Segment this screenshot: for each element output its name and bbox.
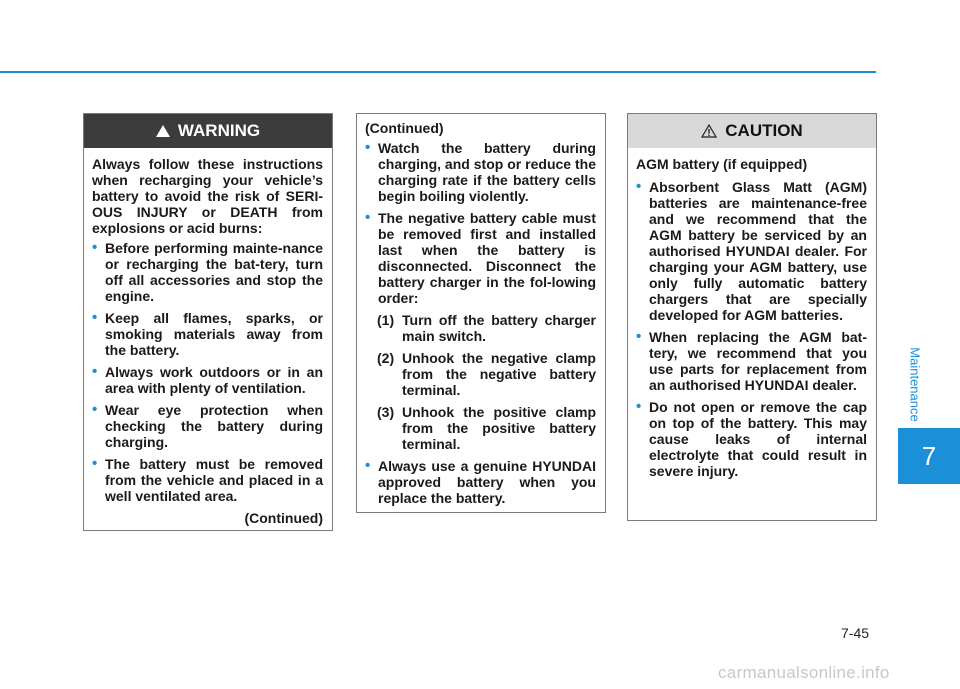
step-item [377,350,596,398]
continued-heading: (Continued) [365,120,444,136]
continued-box [356,113,606,513]
caution-triangle-icon [701,124,717,138]
warning-triangle-icon [156,125,170,137]
watermark: carmanualsonline.info [718,663,890,682]
disconnect-steps [365,312,596,452]
step-text: Unhook the negative clamp from the negative battery terminal. [402,350,596,398]
caution-bullet: • Do not open or remove the cap on top of the battery. This may cause leaks of internal electrolyte that could result in severe injury. [636,399,867,479]
warning-bullet: • Always work outdoors or in an area with plenty of ventilation. [92,364,323,396]
continued-bullet-list-2 [365,458,596,506]
chapter-number: 7 [921,440,937,471]
step-number: (1) [377,312,395,328]
continued-bullet: • Always use a genuine HYUNDAI approved battery when you replace the battery. [365,458,596,506]
warning-bullet: • The battery must be removed from the vehicle and placed in a well ventilated area. [92,456,323,504]
chapter-tab [898,428,960,484]
warning-bullet-list [92,240,323,504]
caution-header [628,114,876,148]
step-number: (2) [377,350,395,366]
header-rule [0,71,876,73]
continued-bullet [365,210,596,306]
caution-content [628,148,876,479]
step-item [377,312,596,344]
warning-bullet: • Wear eye protection when checking the battery during charging. [92,402,323,450]
warning-content [84,148,332,526]
caution-bullet-list [636,179,867,479]
continued-bullet-list [365,140,596,306]
continued-bullet: • Watch the battery during charging, and stop or reduce the charging rate if the battery cells begin boiling violently. [365,140,596,204]
caution-box [627,113,877,521]
warning-bullet: • Before performing mainte-nance or recharging the bat-tery, turn off all accessories and stop the engine. [92,240,323,304]
caution-title: CAUTION [725,121,803,140]
caution-bullet: • Absorbent Glass Matt (AGM) batteries are maintenance-free and we recommend that the AGM battery be serviced by an authorised HYUNDAI dealer. For charging your AGM battery, use only fully automatic battery chargers that are specially developed for AGM batteries. [636,179,867,323]
section-tab-label [904,341,926,427]
warning-intro: Always follow these instructions when recharging your vehicle’s battery to avoid the risk of SERI-OUS INJURY or DEATH from explosions or acid burns: [92,156,323,236]
caution-bullet: • When replacing the AGM bat-tery, we recommend that you use parts for replacement from an authorised HYUNDAI dealer. [636,329,867,393]
section-name: Maintenance [907,346,923,422]
warning-title: WARNING [177,121,261,140]
caution-subtitle: AGM battery (if equipped) [636,156,808,172]
continued-content [357,114,605,506]
step-item [377,404,596,452]
warning-continued: (Continued) [244,510,323,526]
warning-bullet: • Keep all flames, sparks, or smoking materials away from the battery. [92,310,323,358]
continued-bullet-text: The negative battery cable must be removed first and installed last when the battery is disconnected. Disconnect the battery charger in the fol-lowing order: [378,210,596,306]
step-text: Unhook the positive clamp from the positive battery terminal. [402,404,596,452]
warning-header [84,114,332,148]
step-text: Turn off the battery charger main switch. [402,312,596,344]
step-number: (3) [377,404,395,420]
page-number: 7-45 [841,625,870,641]
warning-box [83,113,333,531]
